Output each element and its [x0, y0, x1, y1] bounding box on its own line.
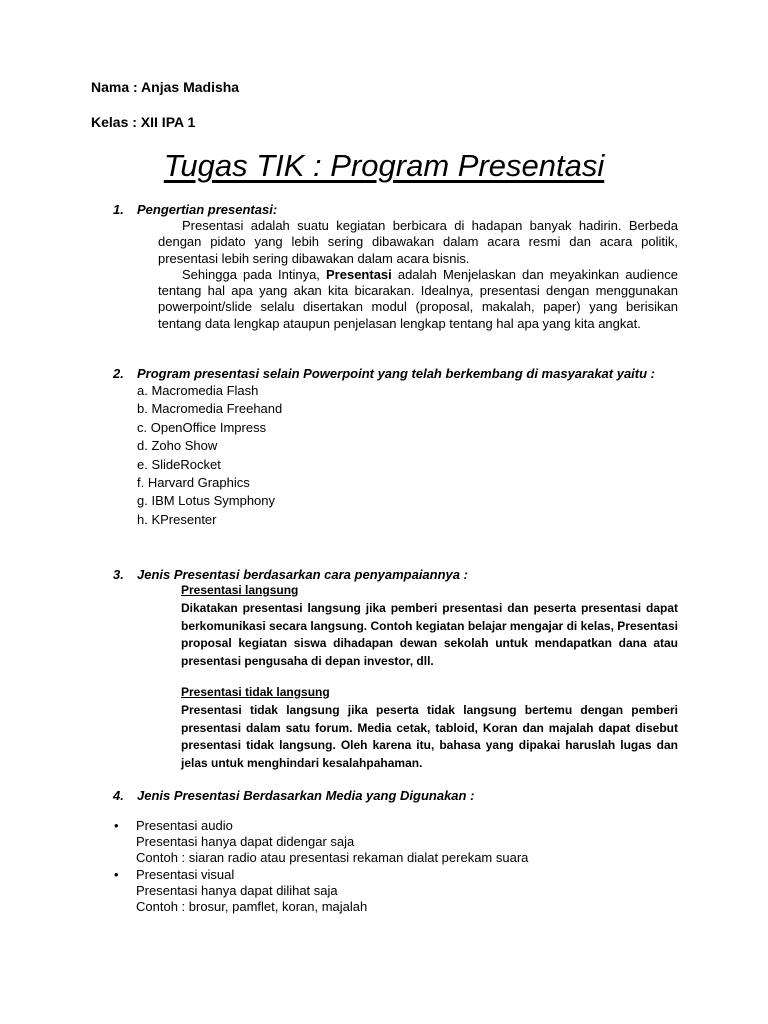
- bullet-visual-name: Presentasi visual: [136, 867, 235, 882]
- list-item: f. Harvard Graphics: [137, 475, 250, 491]
- student-class: Kelas : XII IPA 1: [91, 114, 196, 130]
- presentasi-langsung-block: [181, 582, 678, 671]
- page-title: Tugas TIK : Program Presentasi: [163, 148, 605, 183]
- bullet-icon: •: [114, 818, 119, 833]
- list-item: c. OpenOffice Impress: [137, 419, 267, 435]
- presentasi-tidak-langsung-block: [181, 684, 678, 773]
- bullet-audio-desc: Presentasi hanya dapat didengar saja: [136, 834, 355, 850]
- program-list: [137, 382, 282, 529]
- bullet-icon: •: [114, 867, 119, 882]
- list-item: g. IBM Lotus Symphony: [137, 493, 276, 509]
- list-item: a. Macromedia Flash: [137, 383, 259, 398]
- section-1-title: 1. Pengertian presentasi:: [113, 202, 278, 217]
- presentasi-langsung-heading: Presentasi langsung: [181, 583, 299, 597]
- section-1-paragraph-1: Presentasi adalah suatu kegiatan berbicara di hadapan banyak hadirin. Berbeda dengan pidato yang lebih sering dibawakan dalam acara resmi dan acara politik, presentasi lebih sering dibawakan dalam acara bisnis.: [158, 218, 678, 266]
- bullet-audio-name: Presentasi audio: [136, 818, 233, 833]
- list-item: h. KPresenter: [137, 511, 217, 527]
- bullet-visual-desc: Presentasi hanya dapat dilihat saja: [136, 883, 338, 899]
- section-1-body: [158, 218, 678, 332]
- bullet-audio-example: Contoh : siaran radio atau presentasi rekaman dialat perekam suara: [136, 850, 529, 866]
- section-3-title: 3. Jenis Presentasi berdasarkan cara penyampaiannya :: [113, 567, 468, 582]
- bullet-visual-example: Contoh : brosur, pamflet, koran, majalah: [136, 899, 368, 915]
- list-item: b. Macromedia Freehand: [137, 401, 283, 417]
- presentasi-langsung-text: Dikatakan presentasi langsung jika pemberi presentasi dan peserta presentasi dapat berkomunikasi secara langsung. Contoh kegiatan belajar mengajar di kelas, Presentasi proposal kegiatan siswa dihadapan dewan sekolah untuk mendapatkan dana atau presentasi pengusaha di depan investor, dll.: [181, 600, 678, 669]
- student-name: Nama : Anjas Madisha: [91, 79, 240, 95]
- presentasi-tidak-langsung-heading: Presentasi tidak langsung: [181, 685, 330, 699]
- list-item: e. SlideRocket: [137, 456, 221, 472]
- presentasi-tidak-langsung-text: Presentasi tidak langsung jika peserta tidak langsung bertemu dengan pemberi presentasi dalam satu forum. Media cetak, tabloid, Koran dan majalah dapat disebut presentasi tidak langsung. Oleh karena itu, bahasa yang dipakai haruslah lugas dan jelas untuk menghindari kesalahpahaman.: [181, 702, 678, 771]
- section-1-paragraph-2: Sehingga pada Intinya, Presentasi adalah Menjelaskan dan meyakinkan audience tentang hal apa yang akan kita bicarakan. Idealnya, presentasi dengan menggunakan powerpoint/slide selalu disertakan modul (proposal, makalah, paper) yang berisikan tentang data lengkap ataupun penjelasan lengkap tentang hal apa yang kita angkat.: [158, 266, 678, 331]
- list-item: d. Zoho Show: [137, 438, 218, 454]
- section-2-title: 2. Program presentasi selain Powerpoint yang telah berkembang di masyarakat yaitu :: [113, 366, 656, 381]
- section-4-title: 4. Jenis Presentasi Berdasarkan Media yang Digunakan :: [113, 788, 475, 803]
